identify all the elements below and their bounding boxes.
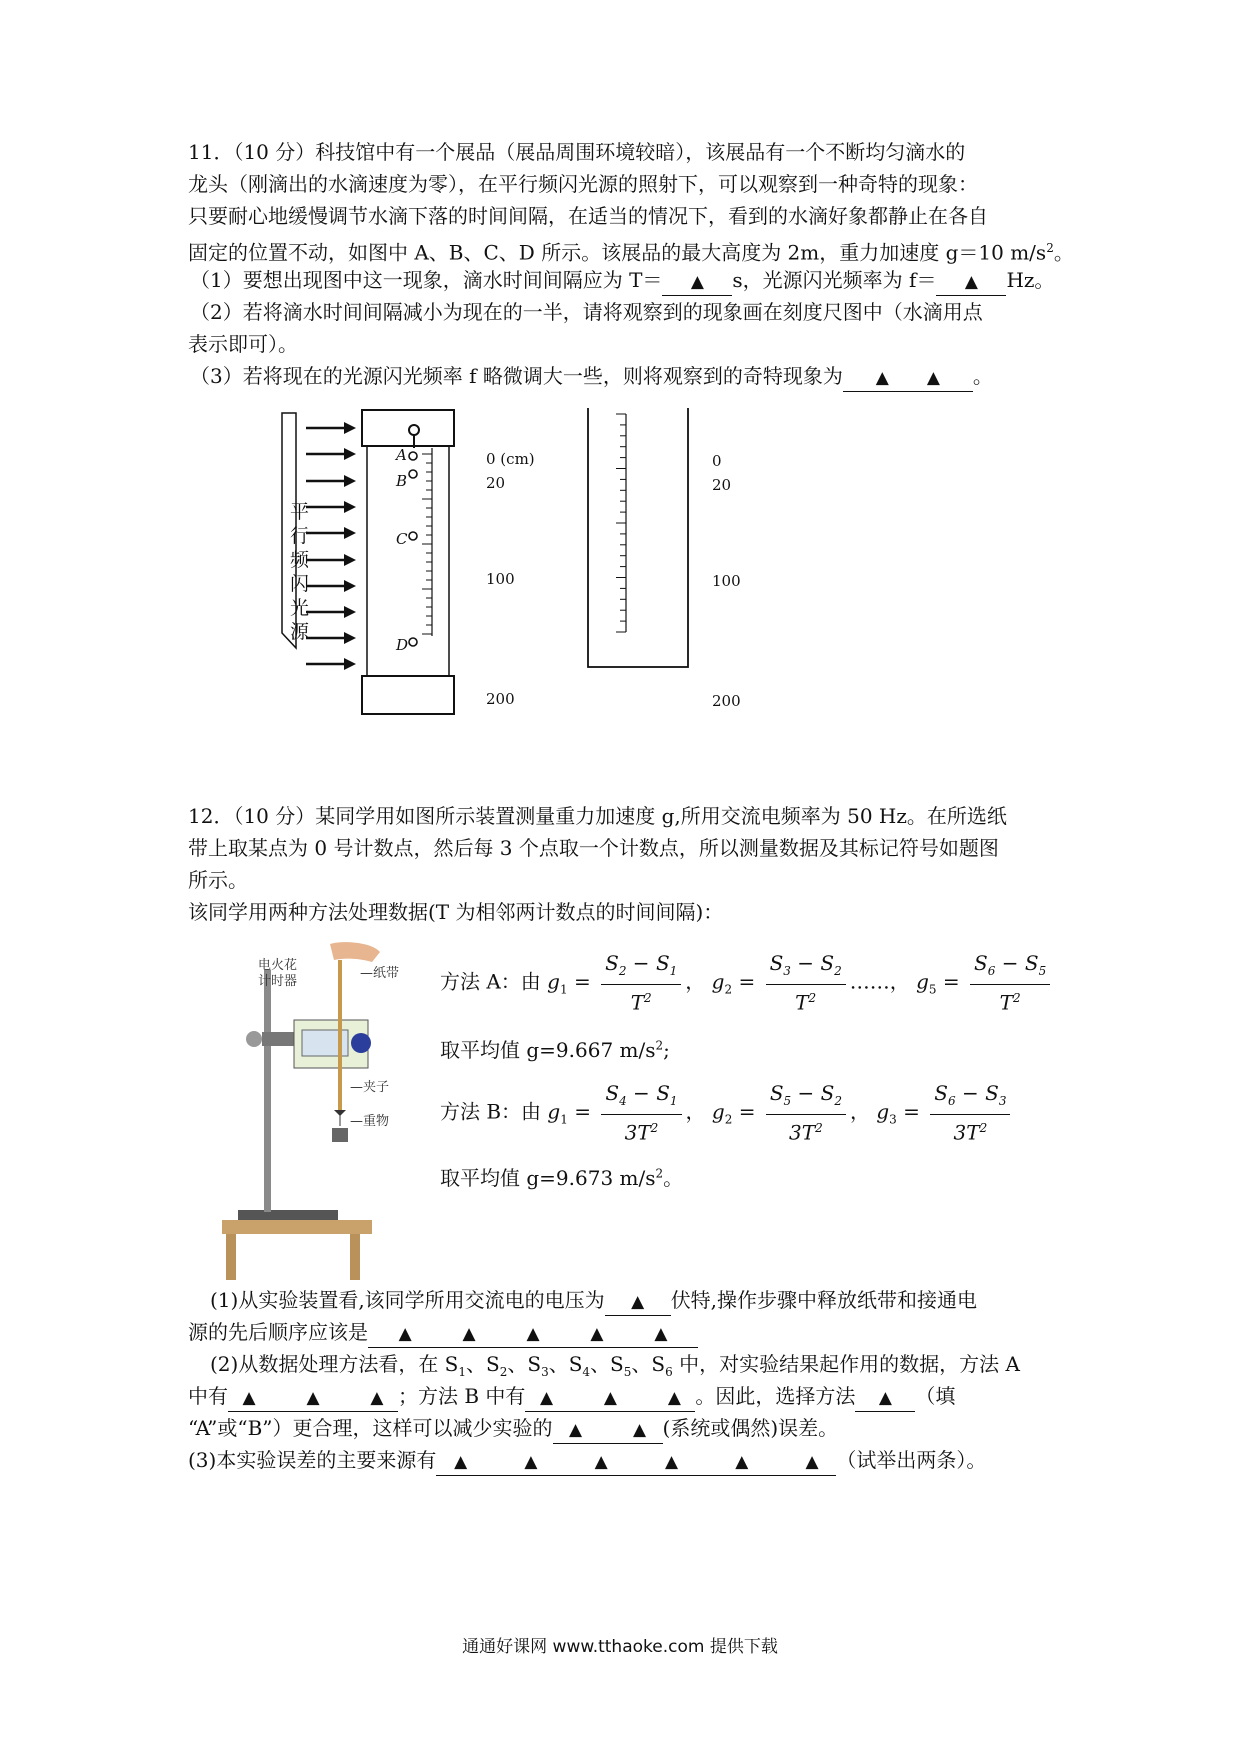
q11-part3-end: 。 xyxy=(972,364,993,388)
drop-label-a: A xyxy=(396,446,407,464)
answer-blank[interactable] xyxy=(605,1287,671,1316)
answer-blank[interactable] xyxy=(662,267,732,296)
q11-part3-text: （3）若将现在的光源闪光频率 f 略微调大一些，则将观察到的奇特现象为 xyxy=(190,364,843,388)
answer-blank[interactable]: ▲ ▲ xyxy=(553,1415,663,1444)
q12-line2: 带上取某点为 0 号计数点，然后每 3 个点取一个计数点，所以测量数据及其标记符号如题图 xyxy=(188,836,999,860)
triangle-icon: ▲ xyxy=(631,1292,645,1312)
method-a-label: 方法 A：由 xyxy=(440,969,541,994)
method-a-average: 取平均值 g=9.667 $m/s^2$; xyxy=(440,1038,670,1062)
q11-part3 xyxy=(190,360,993,392)
method-b-formula: 方法 B：由 $g_1$ = $\frac{S_4 - S_1}{3T^2}$ ， $g_2$ = $\frac{S_5 - S_2}{3T^2}$ ， $g_3$ = $\frac{S_6 - S_3}{3T^2}$ xyxy=(440,1080,1014,1146)
timer-label: 电火花 计时器 xyxy=(258,958,298,989)
method-a-formula: 方法 A：由 $g_1$ = $\frac{S_2 - S_1}{T^2}$ ， $g_2$ = $\frac{S_3 - S_2}{T^2}$ ……， $g_5$ = $\frac{S_6 - S_5}{T^2}$ xyxy=(440,950,1054,1016)
triangle-icon: ▲ xyxy=(690,272,704,292)
q12-line1: 12．（10 分）某同学用如图所示装置测量重力加速度 g,所用交流电频率为 50 Hz。在所选纸 xyxy=(188,804,1007,828)
triangle-icon: ▲ xyxy=(964,272,978,292)
tick-label-20: 20 xyxy=(486,474,506,492)
ruler-unit: 0 (cm) xyxy=(486,450,535,468)
q12-sub1: (1)从实验装置看,该同学所用交流电的电压为 ▲ 伏特,操作步骤中释放纸带和接通电 xyxy=(210,1284,977,1316)
q11-part1-unit: Hz。 xyxy=(1006,268,1055,292)
clip-label: —夹子 xyxy=(350,1080,390,1095)
q12-sub2: (2)从数据处理方法看，在 $S_1$、$S_2$、$S_3$、$S_4$、$S_5$、$S_6$ 中，对实验结果起作用的数据，方法 A xyxy=(210,1352,1020,1379)
answer-blank[interactable] xyxy=(936,267,1006,296)
q12-sub2b: 中有 ▲ ▲ ▲ ；方法 B 中有 ▲ ▲ ▲ 。因此，选择方法 ▲ （填 xyxy=(188,1380,955,1412)
tape-label: —纸带 xyxy=(360,966,400,981)
tick-label-100: 100 xyxy=(486,570,515,588)
q11-line4-end: 。 xyxy=(1053,240,1074,265)
answer-blank[interactable]: ▲ ▲ ▲ xyxy=(525,1383,695,1412)
free-fall-apparatus-figure xyxy=(222,940,422,1280)
ruler2-tick-20: 20 xyxy=(712,476,732,494)
q11-part1-text2: s，光源闪光频率为 f＝ xyxy=(732,268,937,292)
q11-line2: 龙头（刚滴出的水滴速度为零），在平行频闪光源的照射下，可以观察到一种奇特的现象： xyxy=(188,172,978,196)
q11-part2b: 表示即可）。 xyxy=(188,332,298,356)
ruler2-tick-0: 0 xyxy=(712,452,722,470)
answer-blank[interactable]: ▲ ▲ ▲ ▲ ▲ ▲ xyxy=(436,1447,836,1476)
q12-sub3: (3)本实验误差的主要来源有 ▲ ▲ ▲ ▲ ▲ ▲ （试举出两条）。 xyxy=(188,1444,986,1476)
drop-label-c: C xyxy=(396,530,408,548)
q11-line4-sup: 2 xyxy=(1046,241,1054,255)
ruler2-tick-100: 100 xyxy=(712,572,741,590)
answer-blank[interactable]: ▲ ▲ ▲ xyxy=(228,1383,398,1412)
q11-line1: 11．（10 分）科技馆中有一个展品（展品周围环境较暗），该展品有一个不断均匀滴水的 xyxy=(188,140,966,164)
q11-line3: 只要耐心地缓慢调节水滴下落的时间间隔，在适当的情况下，看到的水滴好象都静止在各自 xyxy=(188,204,988,228)
footer: 通通好课网 www.tthaoke.com 提供下载 xyxy=(462,1637,778,1657)
light-arrows xyxy=(306,422,356,670)
triangle-icon: ▲ xyxy=(875,368,889,388)
drop-label-d: D xyxy=(396,636,409,654)
q11-part2: （2）若将滴水时间间隔减小为现在的一半，请将观察到的现象画在刻度尺图中（水滴用点 xyxy=(190,300,983,324)
q12-line4: 该同学用两种方法处理数据(T 为相邻两计数点的时间间隔)： xyxy=(188,900,724,924)
answer-blank[interactable]: ▲ xyxy=(855,1383,915,1412)
drop-label-b: B xyxy=(396,472,408,490)
q12-line3: 所示。 xyxy=(188,868,248,892)
method-b-average: 取平均值 g=9.673 $m/s^2$。 xyxy=(440,1166,684,1190)
answer-blank[interactable] xyxy=(843,363,973,392)
triangle-icon: ▲ xyxy=(926,368,940,388)
q12-sub2c: “A”或“B”）更合理，这样可以减少实验的 ▲ ▲ (系统或偶然)误差。 xyxy=(188,1412,838,1444)
ruler2-tick-200: 200 xyxy=(712,692,741,710)
weight-label: —重物 xyxy=(350,1114,390,1129)
q11-line4-text: 固定的位置不动，如图中 A、B、C、D 所示。该展品的最大高度为 2m，重力加速度 g＝10 m/s xyxy=(188,240,1047,265)
method-b-label: 方法 B：由 xyxy=(440,1099,542,1124)
q11-part1-text: （1）要想出现图中这一现象，滴水时间间隔应为 T＝ xyxy=(190,268,663,292)
q12-sub1b: 源的先后顺序应该是 ▲ ▲ ▲ ▲ ▲ xyxy=(188,1316,698,1348)
empty-ruler xyxy=(588,408,688,667)
q11-part1 xyxy=(190,264,1054,296)
light-source-label: 平 行 频 闪 光 源 xyxy=(290,501,310,643)
tick-label-200: 200 xyxy=(486,690,515,708)
answer-blank[interactable]: ▲ ▲ ▲ ▲ ▲ xyxy=(368,1319,698,1348)
